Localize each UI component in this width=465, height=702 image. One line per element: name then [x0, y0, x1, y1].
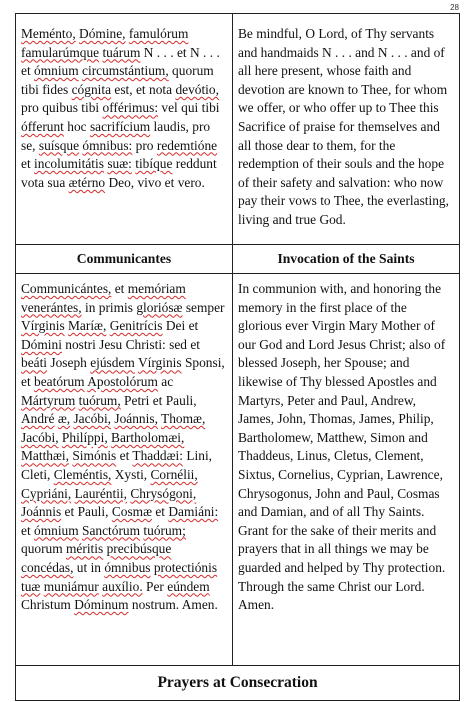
consecration-heading: Prayers at Consecration — [16, 666, 460, 701]
latin-column — [16, 14, 233, 245]
english-column — [233, 14, 460, 245]
prayer-table — [15, 13, 460, 701]
table-row — [16, 245, 460, 274]
english-column — [233, 274, 460, 666]
table-row — [16, 14, 460, 245]
memento-english-text: Be mindful, O Lord, of Thy servants and handmaids N . . . and N . . . and of all here present, whose faith and devotion are known to Thee, for whom we offer, or who offer up to Thee this Sacrifice of praise for themselves and all those dear to them, for the redemption of their souls and the hope of their safety and salvation: who now pay their vows to Thee, the everlasting, living and true God. — [238, 26, 449, 227]
invocation-english-text: In communion with, and honoring the memory in the first place of the glorious ever Virgin Mary Mother of our God and Lord Jesus Christ; also of blessed Joseph, her Spouse; and likewise of Thy blessed Apostles and Martyrs, Peter and Paul, Andrew, James, John, Thomas, James, Philip, Bartholomew, Matthew, Simon and Thaddeus, Linus, Cletus, Clement, Sixtus, Cornelius, Cyprian, Lawrence, Chrysogonus, John and Paul, Cosmas and Damian, and of all Thy Saints. Grant for the sake of their merits and prayers that in all things we may be guarded and helped by Thy protection. Through the same Christ our Lord. Amen. — [238, 281, 446, 613]
latin-column — [16, 274, 233, 666]
page-number: 28 — [450, 3, 459, 12]
memento-latin-text: Meménto, Dómine, famulórum famularúmque tuárum N . . . et N . . . et ómnium circumstántium, quorum tibi fides cógnita est, et nota devótio, pro quibus tibi offérimus: vel qui tibi ófferunt hoc sacrifícium laudis, pro se, suísque ómnibus: pro redemtióne et incolumitátis suæ: tibíque reddunt vota sua ætérno Deo, vivo et vero. — [21, 26, 220, 190]
communicantes-heading: Communicantes — [16, 245, 233, 274]
table-row — [16, 666, 460, 701]
invocation-heading: Invocation of the Saints — [233, 245, 460, 274]
table-row — [16, 274, 460, 666]
communicantes-latin-text: Communicántes, et memóriam venerántes, in primis gloriósæ semper Vírginis Maríæ, Genitrícis Dei et Dómini nostri Jesu Christi: sed et beáti Joseph ejúsdem Vírginis Sponsi, et beatórum Apostolórum ac Mártyrum tuórum, Petri et Pauli, André æ, Jacóbi, Joánnis, Thomæ, Jacóbi, Philíppi, Bartholomæi, Matthæi, Simónis et Thaddæi: Lini, Cleti, Cleméntis, Xysti, Cornélii, Cypriáni, Lauréntii, Chrysógoni, Joánnis et Pauli, Cosmæ et Damiáni: et ómnium Sanctórum tuórum; quorum méritis precibúsque concédas, ut in ómnibus protectiónis tuæ muniámur auxílio. Per eúndem Christum Dóminum nostrum. Amen. — [21, 281, 225, 613]
